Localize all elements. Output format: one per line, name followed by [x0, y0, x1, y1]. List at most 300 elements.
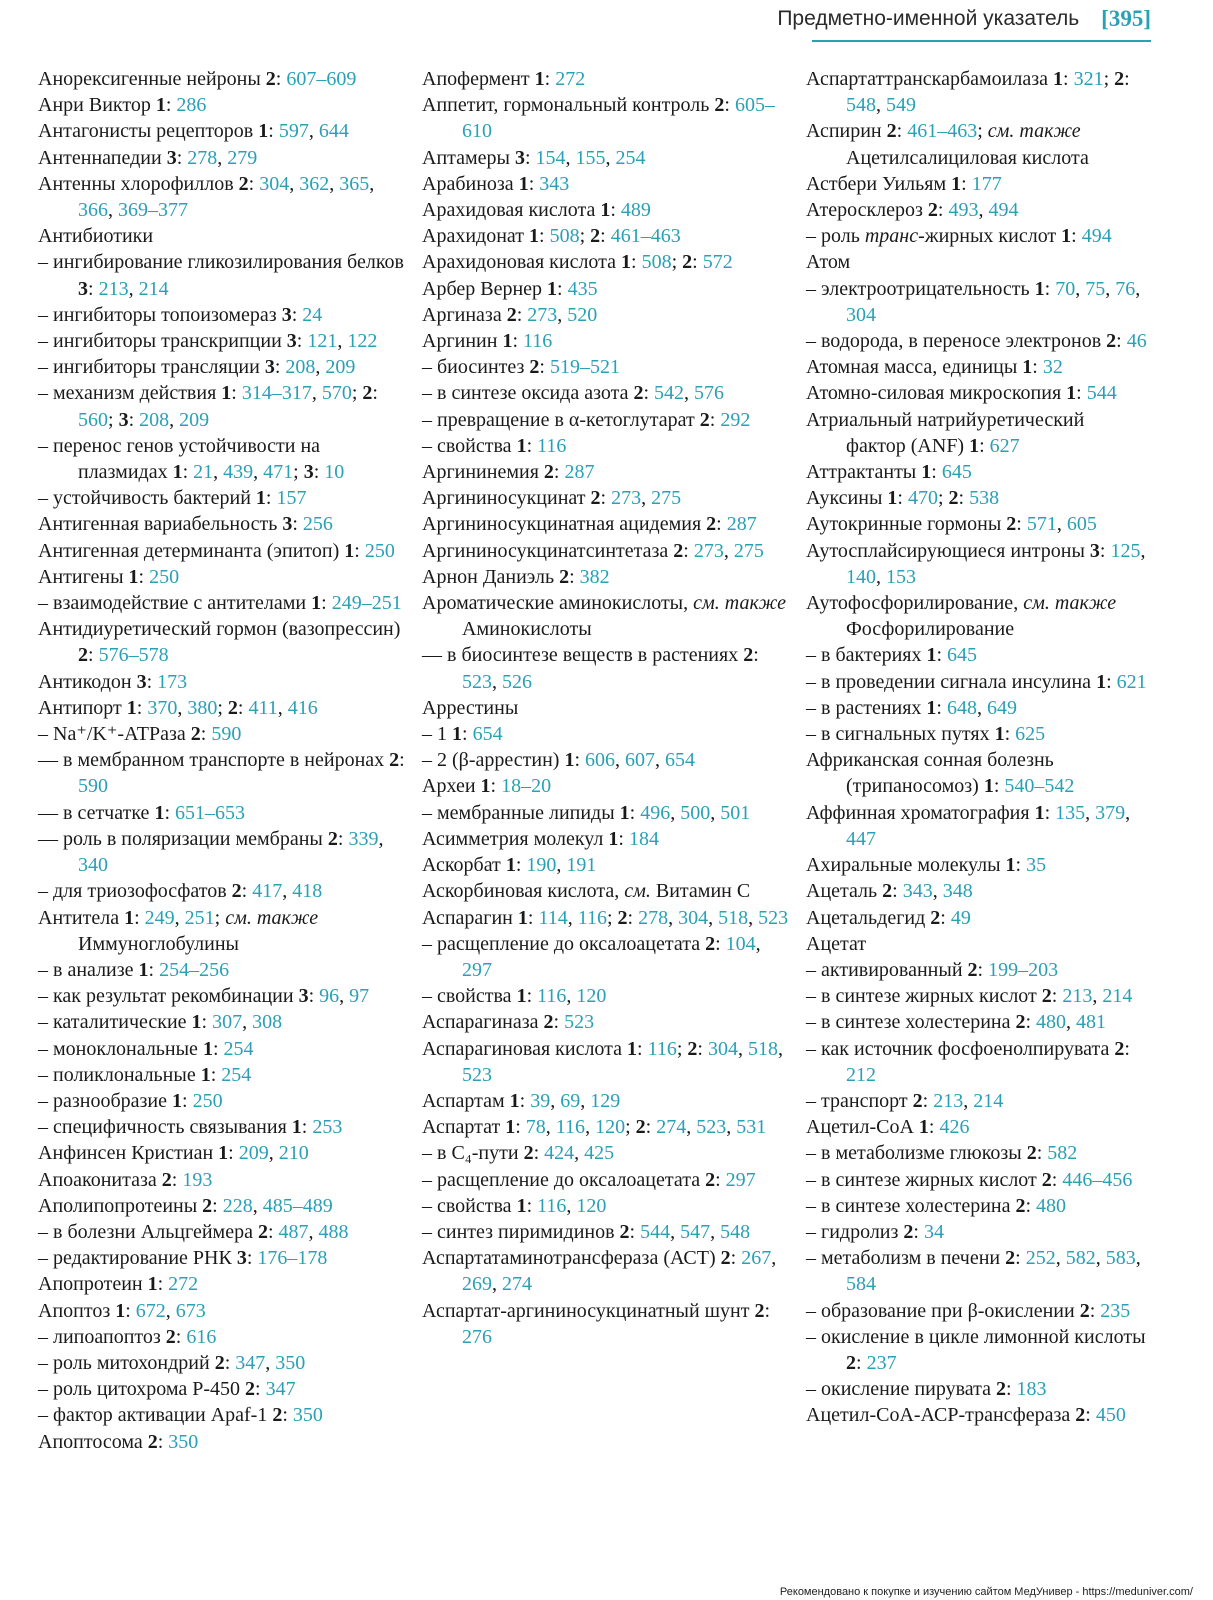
volume-number: 2 — [78, 644, 88, 667]
entry-text: Аргининемия — [422, 461, 544, 484]
entry-text: Аттрактанты — [806, 461, 922, 484]
entry-text: : — [275, 68, 287, 90]
entry-text: –– в мембранном транспорте в нейронах — [38, 749, 390, 772]
volume-number: 2 — [682, 251, 693, 274]
entry-text: – в синтезе жирных кислот — [806, 1168, 1042, 1191]
index-entry — [422, 407, 792, 433]
entry-text: : — [730, 1247, 742, 1270]
index-entry — [806, 747, 1148, 799]
page-reference: 129 — [590, 1089, 621, 1112]
volume-number: 2 — [714, 94, 725, 117]
entry-text: – 1 — [422, 723, 452, 746]
entry-text: Астбери Уильям — [806, 172, 952, 195]
volume-number: 1 — [969, 434, 980, 457]
index-entry — [422, 1114, 792, 1140]
entry-text: ; — [217, 696, 228, 719]
page-reference: 321 — [1073, 68, 1104, 90]
entry-text: , — [755, 932, 761, 955]
index-entry — [422, 878, 792, 904]
entry-text: , — [708, 906, 719, 929]
index-entry — [422, 223, 792, 249]
entry-text: – взаимодействие с антителами — [38, 592, 312, 615]
entry-text: , — [165, 1299, 176, 1322]
volume-number: 1 — [1034, 277, 1045, 300]
index-entry — [422, 1193, 792, 1219]
index-entry — [38, 1219, 408, 1245]
entry-text: : — [1015, 854, 1027, 877]
entry-text: Аспартаттранскарбамоилаза — [806, 68, 1054, 90]
entry-text: , — [174, 906, 185, 929]
page-reference: 274 — [656, 1116, 687, 1139]
page-reference: 256 — [302, 513, 333, 536]
page-reference: 651–653 — [175, 801, 245, 824]
page-reference: 254 — [223, 1037, 254, 1060]
entry-text: ; — [671, 251, 683, 274]
page-reference: 627 — [989, 434, 1020, 457]
index-entry — [806, 485, 1148, 511]
entry-text: – роль митохондрий — [38, 1351, 215, 1374]
volume-number: 2 — [720, 1247, 731, 1270]
index-entry — [806, 878, 1148, 904]
entry-text: – ингибиторы топоизомераз — [38, 303, 282, 326]
entry-text: ; — [293, 461, 304, 484]
index-entry — [422, 1036, 792, 1088]
volume-number: 2 — [559, 565, 570, 588]
page-reference: 347 — [235, 1351, 266, 1374]
page-reference: 416 — [287, 696, 318, 719]
entry-text: Аспартат — [422, 1116, 506, 1139]
volume-number: 1 — [155, 94, 166, 117]
page-reference: 253 — [312, 1116, 343, 1139]
entry-text: : — [528, 172, 540, 195]
entry-text: : — [764, 1299, 771, 1322]
entry-text: Ахиральные молекулы — [806, 854, 1006, 877]
entry-text: – биосинтез — [422, 356, 530, 379]
entry-text: : — [724, 94, 735, 117]
cross-reference-note: транс — [864, 225, 919, 248]
page-reference: 250 — [364, 539, 395, 562]
volume-number: 3 — [78, 277, 88, 300]
volume-number: 1 — [1096, 670, 1107, 693]
page-reference: 673 — [175, 1299, 206, 1322]
entry-text: , — [128, 277, 139, 300]
index-entry — [422, 1167, 792, 1193]
page-reference: 314–317 — [241, 382, 312, 405]
entry-text: : — [296, 330, 308, 353]
entry-text: – свойства — [422, 985, 517, 1008]
entry-text: : — [643, 382, 655, 405]
entry-text: , — [217, 146, 228, 169]
volume-number: 2 — [1015, 1194, 1026, 1217]
page-reference: 523 — [696, 1116, 727, 1139]
entry-text: Анфинсен Кристиан — [38, 1142, 219, 1165]
page-reference: 213 — [98, 277, 129, 300]
page-reference: 254 — [221, 1063, 252, 1086]
entry-text: – ингибирование гликозилирования белков — [38, 251, 404, 274]
page-reference: 177 — [971, 172, 1002, 195]
entry-text: Аспарагин — [422, 906, 518, 929]
page-reference: 649 — [986, 696, 1017, 719]
entry-text: Ацетат — [806, 932, 867, 955]
page-reference: 531 — [736, 1116, 767, 1139]
page-reference: 276 — [462, 1325, 492, 1348]
index-entry — [422, 642, 792, 694]
index-entry — [422, 276, 792, 302]
page-reference: 362 — [299, 172, 330, 195]
volume-number: 3 — [136, 670, 147, 693]
entry-text: : — [600, 487, 612, 510]
page-reference: 570 — [321, 382, 352, 405]
entry-text: : — [629, 1220, 641, 1243]
page-reference: 418 — [292, 880, 323, 903]
volume-number: 3 — [282, 513, 293, 536]
index-entry — [806, 1324, 1148, 1376]
entry-text: : — [228, 1142, 239, 1165]
volume-number: 1 — [115, 1299, 126, 1322]
entry-text: Антагонисты рецепторов — [38, 120, 259, 143]
volume-number: 3 — [236, 1247, 247, 1270]
volume-number: 2 — [327, 827, 338, 850]
page-reference: 249 — [144, 906, 175, 929]
index-entry — [422, 905, 792, 931]
entry-text: : — [148, 958, 160, 981]
page-reference: 135 — [1055, 801, 1086, 824]
page-reference: 250 — [192, 1089, 223, 1112]
entry-text: : — [282, 1404, 293, 1427]
page-reference: 590 — [211, 723, 242, 746]
volume-number: 1 — [926, 696, 937, 719]
page-reference: 307 — [212, 1011, 243, 1034]
page-reference: 10 — [324, 461, 345, 484]
page-reference: 576 — [694, 382, 725, 405]
entry-text: Аскорбиновая кислота, — [422, 880, 625, 903]
entry-text: : — [715, 1168, 726, 1191]
entry-text: ; — [1103, 68, 1115, 90]
volume-number: 1 — [154, 801, 165, 824]
volume-number: 1 — [218, 1142, 229, 1165]
index-entry — [38, 721, 408, 747]
volume-number: 1 — [600, 199, 611, 222]
page-reference: 274 — [502, 1273, 532, 1296]
entry-text: Аутокринные гормоны — [806, 513, 1007, 536]
page-reference: 199–203 — [988, 958, 1059, 981]
page-reference: 366 — [78, 199, 108, 222]
page-reference: 379 — [1095, 801, 1126, 824]
entry-text: Аспартат-аргининосукцинатный шунт — [422, 1299, 755, 1322]
page-reference: 540–542 — [1004, 775, 1075, 798]
page-reference: 340 — [78, 854, 108, 877]
entry-text: , — [556, 854, 567, 877]
volume-number: 1 — [983, 775, 994, 798]
entry-text: – в синтезе оксида азота — [422, 382, 634, 405]
volume-number: 2 — [231, 880, 242, 903]
volume-number: 3 — [514, 146, 525, 169]
page-reference: 75 — [1085, 277, 1106, 300]
entry-text: : — [979, 434, 990, 457]
entry-text: Апоаконитаза — [38, 1168, 162, 1191]
entry-text: – для триозофосфатов — [38, 880, 232, 903]
page-reference: 350 — [275, 1351, 306, 1374]
entry-text: – поликлональные — [38, 1063, 201, 1086]
volume-number: 3 — [286, 330, 297, 353]
entry-text: ; — [579, 225, 591, 248]
index-entry — [422, 1088, 792, 1114]
entry-text: , — [1105, 277, 1116, 300]
volume-number: 2 — [529, 356, 540, 379]
entry-text: : — [715, 932, 726, 955]
page-reference: 210 — [278, 1142, 309, 1165]
entry-text: : — [164, 801, 175, 824]
entry-text: : — [526, 434, 538, 457]
index-entry — [806, 1193, 1148, 1219]
volume-number: 1 — [516, 1194, 527, 1217]
entry-text: , — [252, 1194, 263, 1217]
cross-reference-note: см. — [624, 880, 651, 903]
volume-number: 2 — [202, 1194, 213, 1217]
entry-text: : — [1076, 382, 1087, 405]
index-entry — [38, 511, 408, 537]
entry-text: : — [631, 251, 642, 274]
page-reference: 228 — [222, 1194, 253, 1217]
cross-reference-note: см. также — [693, 592, 787, 615]
index-entry — [38, 66, 408, 92]
page-reference: 380 — [187, 696, 218, 719]
index-entry — [422, 590, 792, 642]
index-entry — [38, 747, 408, 799]
index-entry — [38, 1036, 408, 1062]
page-reference: 625 — [1015, 723, 1046, 746]
page-reference: 523 — [564, 1011, 595, 1034]
entry-text: , — [580, 1089, 591, 1112]
entry-text: , — [1125, 801, 1131, 824]
volume-number: 1 — [126, 696, 137, 719]
entry-text: , — [1085, 801, 1096, 824]
page-reference: 382 — [579, 565, 610, 588]
page-reference: 297 — [462, 958, 492, 981]
index-entry — [38, 118, 408, 144]
index-entry — [806, 642, 1148, 668]
entry-text: : — [516, 303, 528, 326]
entry-text: Апоптосома — [38, 1430, 148, 1453]
volume-number: 3 — [298, 985, 309, 1008]
index-entry — [38, 616, 408, 668]
entry-text: , — [268, 1142, 279, 1165]
volume-number: 2 — [1041, 1168, 1052, 1191]
volume-number: 2 — [635, 1116, 646, 1139]
entry-text: , — [213, 461, 224, 484]
index-entry — [422, 1140, 792, 1166]
page-reference: 350 — [168, 1430, 199, 1453]
entry-text: – специфичность связывания — [38, 1116, 292, 1139]
page-reference: 273 — [611, 487, 642, 510]
volume-number: 2 — [265, 68, 276, 90]
entry-text: : — [1099, 539, 1111, 562]
index-entry — [806, 931, 1148, 957]
entry-text: , — [329, 172, 340, 195]
entry-text: – 2 (β-аррестин) — [422, 749, 565, 772]
volume-number: 2 — [927, 199, 938, 222]
page-reference: 343 — [902, 880, 933, 903]
volume-number: 2 — [995, 1378, 1006, 1401]
page-reference: 116 — [555, 1116, 586, 1139]
index-entry — [422, 302, 792, 328]
entry-text: , — [242, 1011, 253, 1034]
index-entry — [806, 1376, 1148, 1402]
page-reference: 538 — [969, 487, 1000, 510]
index-entry — [38, 538, 408, 564]
index-entry — [806, 1402, 1148, 1428]
index-entry — [422, 66, 792, 92]
entry-text: : — [224, 1351, 236, 1374]
entry-text: – синтез пиримидинов — [422, 1220, 620, 1243]
entry-text: – ингибиторы трансляции — [38, 356, 265, 379]
entry-text: – ингибиторы транскрипции — [38, 330, 287, 353]
index-entry — [806, 223, 1148, 249]
volume-number: 1 — [518, 172, 529, 195]
index-entry — [806, 905, 1148, 931]
index-entry — [422, 931, 792, 983]
page-reference: 648 — [946, 696, 977, 719]
page-reference: 114 — [538, 906, 568, 929]
page-reference: 34 — [923, 1220, 944, 1243]
page-reference: 279 — [227, 146, 258, 169]
volume-number: 2 — [948, 487, 959, 510]
page-reference: 209 — [179, 408, 210, 431]
page-reference: 269 — [462, 1273, 492, 1296]
page-reference: 616 — [186, 1325, 217, 1348]
volume-number: 2 — [214, 1351, 225, 1374]
page-reference: 214 — [1102, 985, 1133, 1008]
entry-text: Аспирин — [806, 120, 887, 143]
page-reference: 304 — [678, 906, 709, 929]
index-entry — [38, 1193, 408, 1219]
entry-text: – в растениях — [806, 696, 927, 719]
volume-number: 2 — [743, 644, 754, 667]
entry-text: : — [931, 461, 942, 484]
entry-text: , — [686, 1116, 697, 1139]
index-entry — [38, 92, 408, 118]
volume-number: 1 — [311, 592, 322, 615]
entry-text: , — [615, 749, 625, 772]
entry-text: Аполипопротеины — [38, 1194, 203, 1217]
entry-text: Ароматические аминокислоты, — [422, 592, 694, 615]
entry-text: : — [201, 1011, 213, 1034]
volume-number: 1 — [258, 120, 269, 143]
entry-text: : — [629, 801, 641, 824]
entry-text: : — [1124, 68, 1130, 90]
page-reference: 548 — [846, 94, 876, 117]
entry-text: : — [237, 696, 249, 719]
entry-text: Аспартам — [422, 1089, 510, 1112]
entry-text: Анри Виктор — [38, 94, 156, 117]
volume-number: 1 — [608, 827, 619, 850]
entry-text: : — [138, 565, 150, 588]
volume-number: 3 — [166, 146, 177, 169]
page-reference: 213 — [933, 1089, 964, 1112]
entry-text: : — [512, 330, 524, 353]
page-reference: 273 — [693, 539, 724, 562]
entry-text: ; — [937, 487, 949, 510]
volume-number: 1 — [172, 1089, 183, 1112]
page-reference: 605 — [1066, 513, 1097, 536]
volume-number: 1 — [452, 723, 462, 746]
entry-text: , — [684, 382, 695, 405]
entry-text: Арахидоновая кислота — [422, 251, 622, 274]
volume-number: 2 — [272, 1404, 283, 1427]
page-reference: 369–377 — [118, 199, 188, 222]
entry-text: : — [1071, 225, 1082, 248]
entry-text: : — [268, 120, 279, 143]
page-reference: 297 — [725, 1168, 756, 1191]
page-reference: 606 — [585, 749, 615, 772]
entry-text: , — [932, 880, 943, 903]
header-rule — [812, 40, 1151, 42]
index-entry — [38, 1429, 408, 1455]
entry-text: : — [627, 906, 639, 929]
entry-text: Ацетальдегид — [806, 906, 931, 929]
page-reference: 104 — [725, 932, 756, 955]
page-reference: 254–256 — [159, 958, 230, 981]
page-reference: 252 — [1025, 1247, 1056, 1270]
page-reference: 496 — [640, 801, 671, 824]
page-reference: 275 — [651, 487, 682, 510]
entry-text: – окисление пирувата — [806, 1378, 996, 1401]
volume-number: 1 — [200, 1063, 211, 1086]
entry-text: – в бактериях — [806, 644, 927, 667]
entry-text: , — [378, 827, 384, 850]
entry-text: , — [566, 1194, 577, 1217]
entry-text: : — [961, 172, 972, 195]
page-reference: 32 — [1042, 356, 1063, 379]
entry-text: – в синтезе холестерина — [806, 1194, 1016, 1217]
entry-text: : — [526, 1194, 538, 1217]
entry-text: , — [978, 199, 989, 222]
volume-number: 2 — [1114, 1037, 1125, 1060]
page-reference: 254 — [615, 146, 646, 169]
page-reference: 544 — [1086, 382, 1117, 405]
entry-text: : — [372, 382, 378, 405]
index-column-3 — [806, 66, 1148, 1429]
volume-number: 2 — [617, 906, 628, 929]
index-entry — [806, 538, 1148, 590]
entry-text: Арнон Даниэль — [422, 565, 560, 588]
page-reference: 190 — [526, 854, 557, 877]
index-entry — [806, 1009, 1148, 1035]
volume-number: 1 — [887, 487, 898, 510]
page-reference: 343 — [539, 172, 570, 195]
page-reference: 153 — [886, 565, 916, 588]
entry-text: Атриальный натрийуретический фактор (ANF) — [806, 408, 1085, 457]
entry-text: –– в сетчатке — [38, 801, 155, 824]
entry-text: , — [550, 1089, 561, 1112]
index-entry — [422, 695, 792, 721]
page-reference: 582 — [1065, 1247, 1096, 1270]
page-reference: 518 — [718, 906, 749, 929]
index-entry — [38, 1298, 408, 1324]
index-entry — [38, 433, 408, 485]
index-entry — [38, 249, 408, 301]
entry-text: Атеросклероз — [806, 199, 928, 222]
index-entry — [422, 1009, 792, 1035]
page-reference: 411 — [248, 696, 278, 719]
volume-number: 1 — [1061, 225, 1072, 248]
page-reference: 542 — [654, 382, 685, 405]
page-reference: 621 — [1116, 670, 1147, 693]
page-reference: 500 — [680, 801, 711, 824]
entry-text: , — [315, 356, 326, 379]
index-entry — [806, 1167, 1148, 1193]
entry-text: , — [282, 880, 293, 903]
